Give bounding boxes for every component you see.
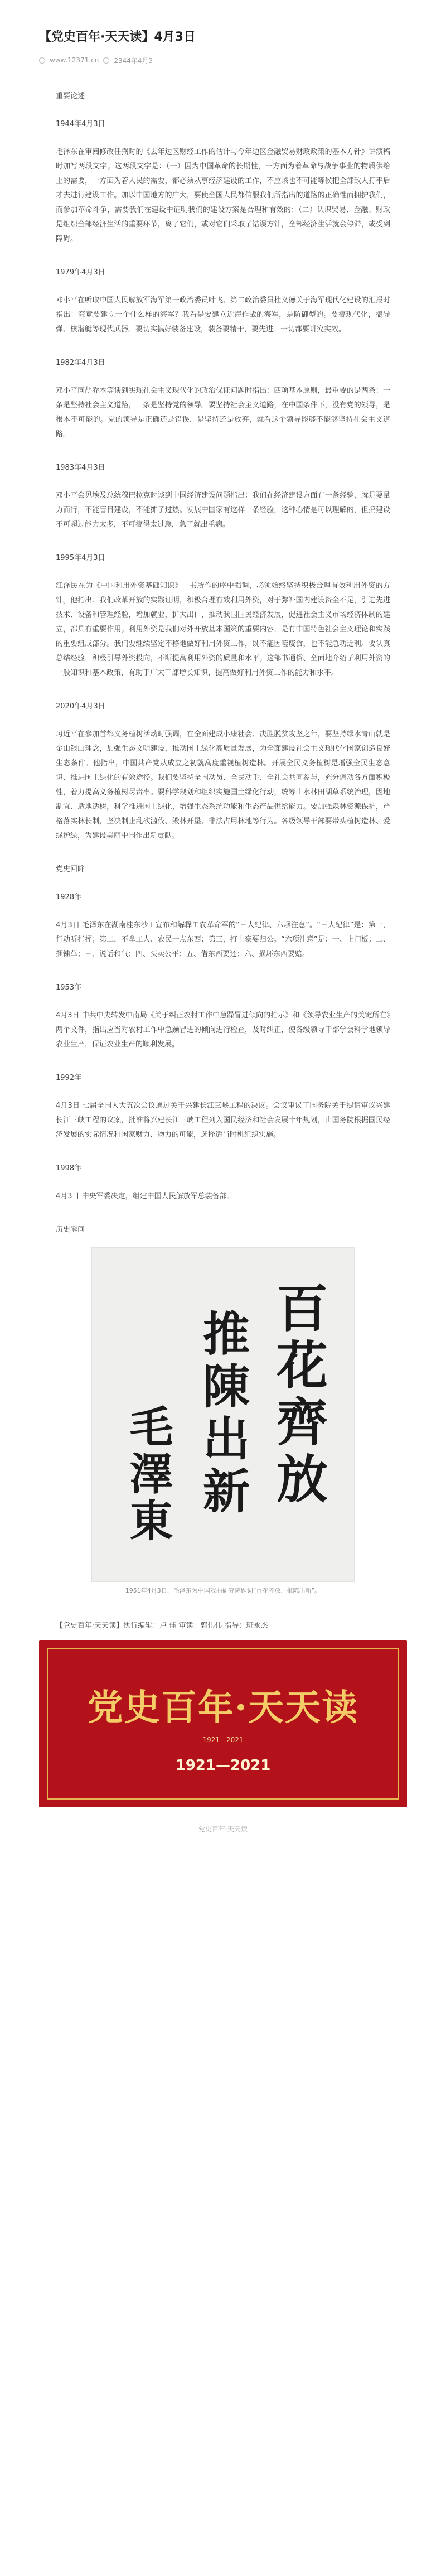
date-heading: 1979年4月3日 <box>56 268 105 277</box>
editor-credits: 【党史百年·天天读】执行编辑：卢 佳 审读：郭伟伟 指导：班永杰 <box>56 1622 268 1630</box>
banner-subtitle: 1921—2021 <box>202 1736 244 1744</box>
source-site[interactable]: www.12371.cn <box>50 56 99 64</box>
paragraph: 习近平在参加首都义务植树活动时强调，在全面建成小康社会、决胜脱贫攻坚之年，要坚持绿水青山就是金山银山理念，加强生态文明建设，推动国土绿化高质量发展，为全面建设社会主义现代化国家创造良好生态条件。他指出，中国共产党从成立之初就高度重视植树造林。开展全民义务植树是增强全民生态意识、推进国土绿化的有效途径。我们要坚持全国动员、全民动手、全社会共同参与，充分调动各方面积极性，着力提高义务植树尽责率。要科学规划和组织实施国土绿化行动，统筹山水林田湖草系统治理，因地制宜、适地适树，科学推进国土绿化，增强生态系统功能和生态产品供给能力。要加强森林资源保护，严格落实林长制，坚决制止乱砍滥伐、毁林开垦、非法占用林地等行为。各级领导干部要带头植树造林、爱绿护绿，为建设美丽中国作出新贡献。 <box>56 730 390 840</box>
article-meta <box>39 56 407 65</box>
paragraph: 4月3日 中央军委决定，组建中国人民解放军总装备部。 <box>56 1192 234 1200</box>
clock-icon <box>103 57 109 64</box>
section-heading-party-history: 党史回眸 <box>56 865 85 874</box>
calligraphy-signature: 毛澤東 <box>122 1404 173 1545</box>
banner-title: 党史百年·天天读 <box>87 1687 359 1729</box>
date-heading: 1944年4月3日 <box>56 120 105 128</box>
page-title: 【党史百年·天天读】4月3日 <box>39 30 196 44</box>
paragraph: 4月3日 中共中央转发中南局《关于纠正农村工作中急躁冒进倾向的指示》和《领导农业生产的关键所在》两个文件，指出应当对农村工作中急躁冒进的倾向进行检查，及时纠正，使各级领导干部学会科学地领导农业生产，保证农业生产的顺利发展。 <box>56 1011 390 1049</box>
banner-years: 1921—2021 <box>175 1757 271 1774</box>
calligraphy-image <box>91 1247 355 1582</box>
paragraph: 4月3日 七届全国人大五次会议通过关于兴建长江三峡工程的决议。会议审议了国务院关于提请审议兴建长江三峡工程的议案，批准将兴建长江三峡工程列入国民经济和社会发展十年规划，由国务院根据国民经济发展的实际情况和国家财力、物力的可能，选择适当时机组织实施。 <box>56 1102 390 1139</box>
image-caption: 1951年4月3日，毛泽东为中国戏曲研究院题词“百花齐放，推陈出新”。 <box>125 1587 321 1594</box>
date-heading: 2020年4月3日 <box>56 702 105 711</box>
calligraphy-column-2: 推陳出新 <box>195 1309 251 1519</box>
date-heading: 1995年4月3日 <box>56 554 105 562</box>
date-heading: 1983年4月3日 <box>56 464 105 472</box>
calligraphy-art <box>92 1248 354 1581</box>
paragraph: 毛泽东在审阅修改任弼时的《去年边区财经工作的估计与今年边区金融贸易财政政策的基本方针》讲演稿时加写两段文字。这两段文字是：（一）因为中国革命的长期性，一方面为着革命与战争事业的物质供给上的需要，一方面为着人民的需要，都必须从事经济建设的工作，不应该也不可能等候把全部敌人打平后才去进行建设工作。加以中国地方的广大，要使全国人民都信服我们所指出的道路的正确性而拥护我们，而参加革命斗争，需要我们在建设中证明我们的建设方案是合理和有效的；（二）认识贸易、金融、财政是组织全部经济生活的重要环节，离了它们，或对它们采取了错误方针，全部经济生活就会停滞，或受到障碍。 <box>56 148 390 243</box>
globe-icon <box>39 57 45 64</box>
footer-banner <box>39 1640 407 1807</box>
paragraph: 4月3日 毛泽东在湖南桂东沙田宣布和解释工农革命军的“三大纪律、六项注意”。“三大纪律”是：第一，行动听指挥；第二，不拿工人、农民一点东西；第三，打土豪要归公。“六项注意”是：一、上门板；二、捆铺草；三、说话和气；四、买卖公平；五、借东西要还；六、损坏东西要赔。 <box>56 921 390 958</box>
year-heading: 1928年 <box>56 893 82 901</box>
section-heading-historic-moment: 历史瞬间 <box>56 1226 85 1234</box>
calligraphy-column-1: 百花齊放 <box>268 1281 328 1509</box>
paragraph: 邓小平会见埃及总统穆巴拉克时谈到中国经济建设问题指出：我们在经济建设方面有一条经验，就是要量力而行，不能盲目建设，不能摊子过热。发展中国家有这样一条经验，这种心情是可以理解的，但搞建设不可超过能力太多，不可搞得太过急，急了就出毛病。 <box>56 491 390 529</box>
year-heading: 1953年 <box>56 983 82 992</box>
paragraph: 邓小平同胡乔木等谈到实现社会主义现代化的政治保证问题时指出：四项基本原则，最重要的是两条：一条是坚持社会主义道路，一条是坚持党的领导。要坚持社会主义道路，在中国条件下，没有党的领导，是根本不可能的。党的领导是正确还是错误，是坚持还是放弃，就看这个领导能够不能够坚持社会主义道路。 <box>56 387 390 438</box>
paragraph: 邓小平在听取中国人民解放军海军第一政治委员叶飞、第二政治委员杜义德关于海军现代化建设的汇报时指出：究竟要建立一个什么样的海军？我看是要建立近海作战的海军，是防御型的。要搞现代化，搞导弹、核潜艇等现代武器。要切实搞好装备建设，装备要精干，要先进。一切都要讲究实效。 <box>56 296 390 334</box>
publish-date: 2344年4月3 <box>114 56 153 65</box>
footer-text: 党史百年·天天读 <box>198 1825 248 1833</box>
year-heading: 1998年 <box>56 1164 82 1173</box>
section-heading-speeches: 重要论述 <box>56 92 85 100</box>
date-heading: 1982年4月3日 <box>56 359 105 367</box>
article-body <box>39 89 407 1632</box>
year-heading: 1992年 <box>56 1074 82 1082</box>
paragraph: 江泽民在为《中国利用外资基础知识》一书所作的序中强调，必须始终坚持积极合理有效利用外资的方针。他指出：我们改革开放的实践证明，积极合理有效利用外资，对于弥补国内建设资金不足，引进先进技术、设备和管理经验，增加就业，扩大出口，推动我国国民经济发展，促进社会主义市场经济体制的建立，都具有重要作用。利用外资是我们对外开放基本国策的重要内容，是有中国特色社会主义理论和实践的重要组成部分。我们要继续坚定不移地做好利用外资工作，既不能因噎废食，也不能急功近利。要认真总结经验，积极引导外资投向，不断提高利用外资的质量和水平。这部书通俗、全面地介绍了利用外资的一般知识和基本政策，有助于广大干部增长知识，提高做好利用外资工作的能力和水平。 <box>56 582 390 677</box>
